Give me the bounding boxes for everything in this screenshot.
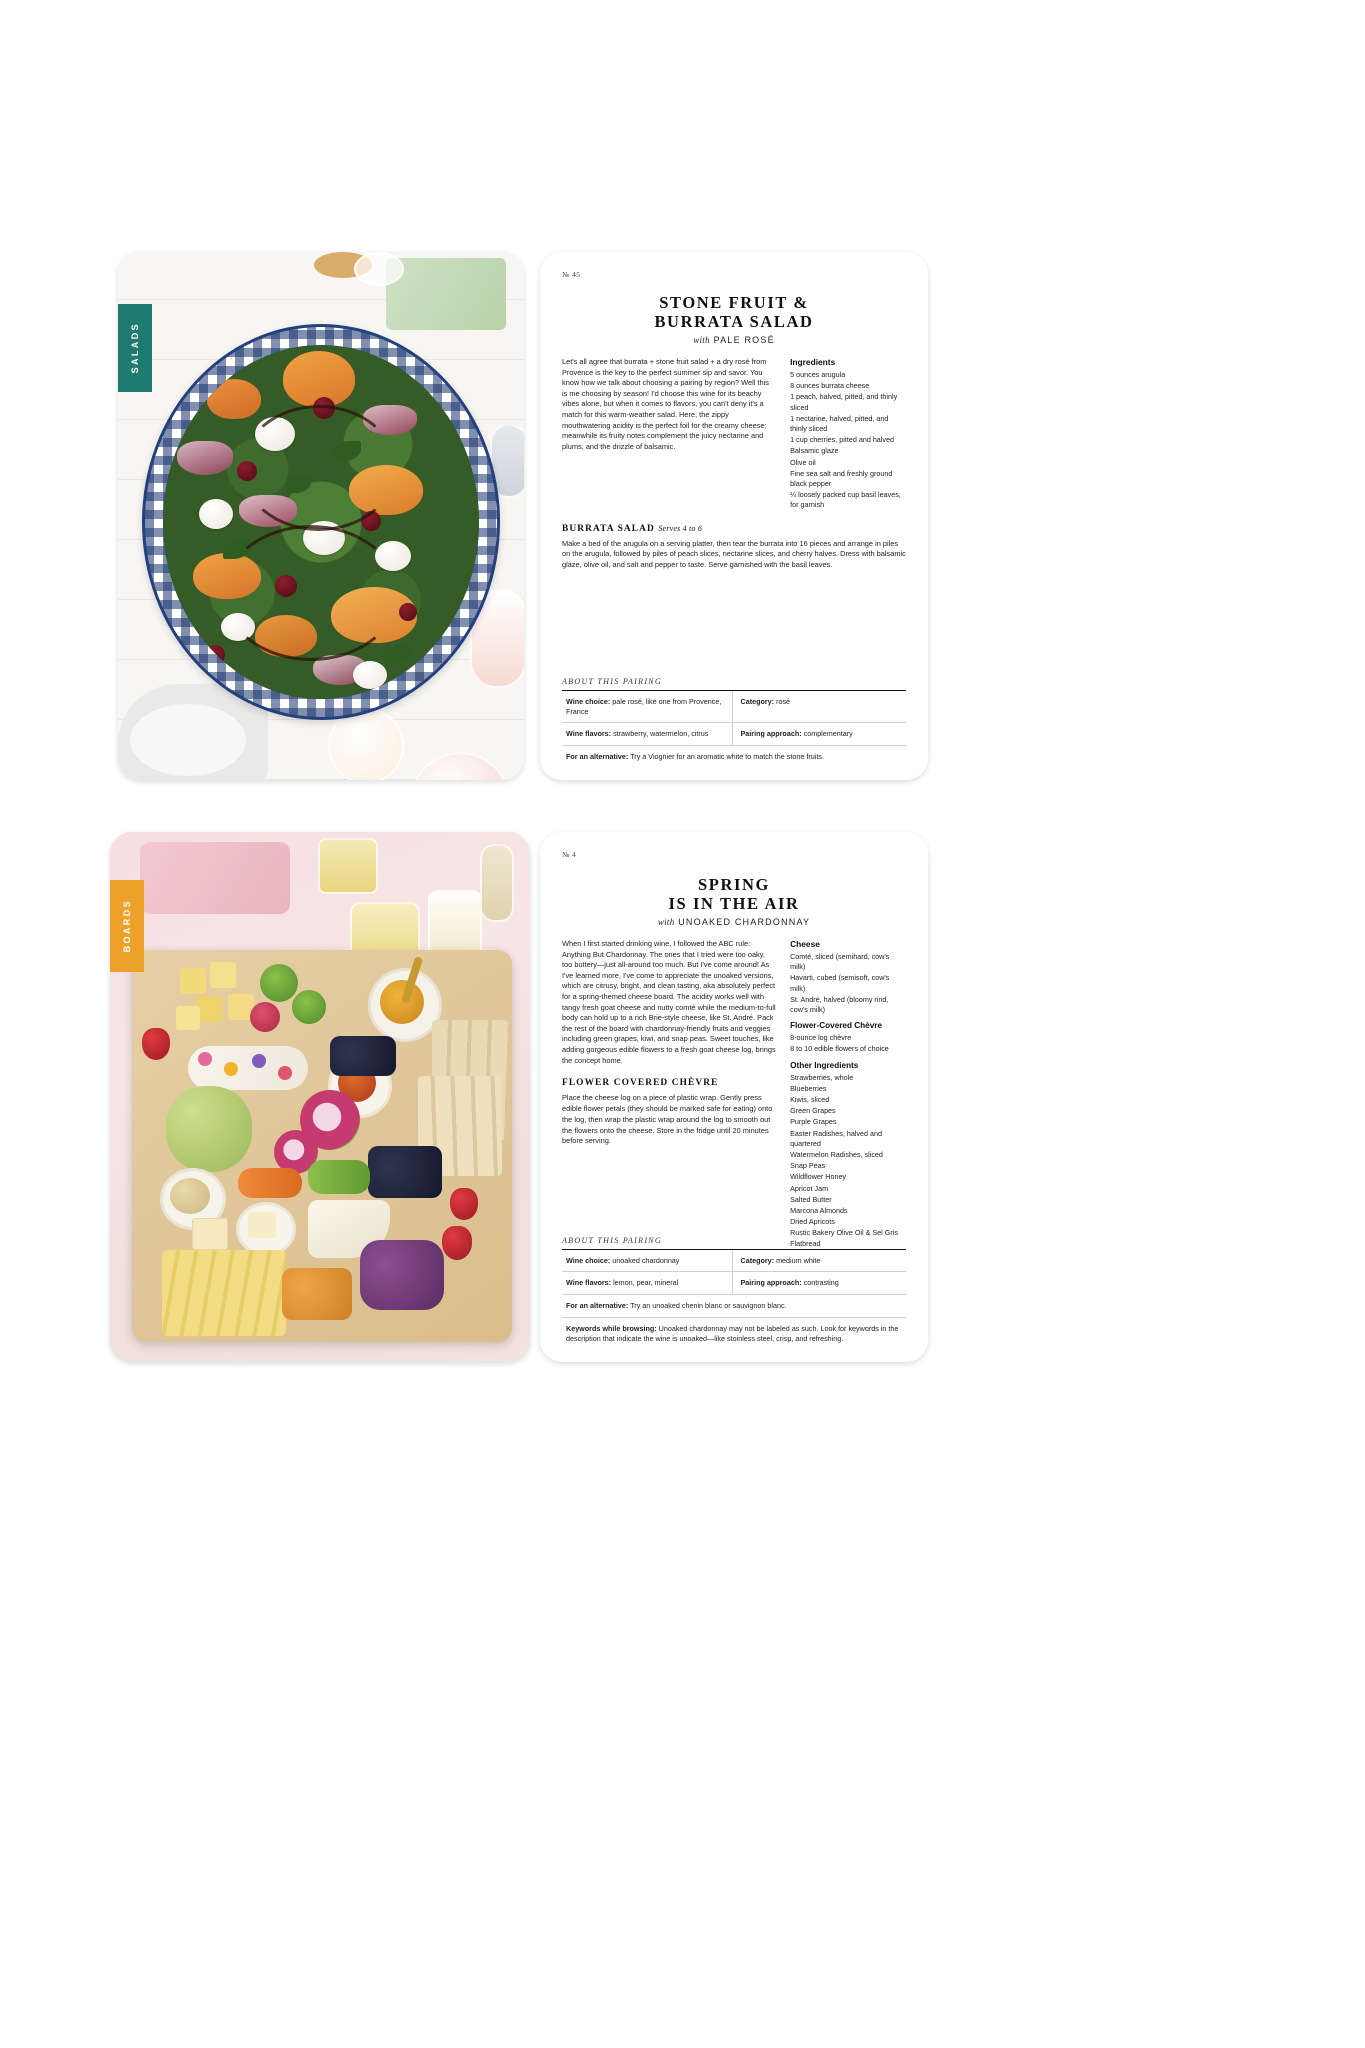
cherry-half [399,603,417,621]
pairing-row [562,723,906,746]
comte-cube [210,962,236,988]
blueberries [330,1036,396,1076]
cheese-board [132,950,512,1342]
balsamic-drizzle [223,525,399,661]
recipe-section-title: FLOWER COVERED CHÈVRE [562,1078,719,1089]
recipe-card-salad [540,252,928,780]
pairing-cell [732,1272,907,1294]
ingredient-item: 8-ounce log chèvre [790,1033,852,1043]
wine-bottle-2 [480,844,514,922]
ingredient-item: Dried Apricots [790,1217,835,1227]
recipe-subtitle [562,335,906,345]
intro-paragraph: Let's all agree that burrata + stone fruit salad + a dry rosé from Provence is the key to the perfect summer sip and savor. You know how we talk about choosing a pairing by region? Well this is me choosing by season! I'd choose this wine for its beachy vibes alone, but when it comes to flavors, you can't deny it's a match for this warm-weather salad. Here, the zippy mouthwatering acidity is the perfect foil for the creamy cheese; meanwhile its fruity notes complement the juicy nectarine and plums, and the drizzle of balsamic. [562,357,769,451]
alternative-label: For an alternative: [566,1301,629,1310]
other-ingredients-list [790,1073,906,1249]
alternative-row [562,746,906,768]
comte-cube [180,968,206,994]
recipe-section-heading [562,1078,776,1088]
pairing-row [562,1272,906,1295]
recipe-title-line1: STONE FRUIT & [659,293,809,312]
pairing-value: complementary [803,729,853,739]
recipe-section-title: BURRATA SALAD [562,523,655,534]
ingredients-heading: Cheese [790,939,820,949]
salad-photo [118,252,524,780]
ingredient-item: Fine sea salt and freshly ground black pepper [790,468,893,489]
pairing-value: medium white [776,1255,821,1265]
strawberry [450,1188,478,1220]
category-tab-salads [118,304,152,392]
peach-slice [207,379,261,419]
ingredient-item: 8 ounces burrata cheese [790,381,870,391]
cheese-list [790,952,906,1015]
pairing-label: Category: [740,1255,775,1265]
card-number: № 45 [562,270,581,279]
ingredient-item: 5 ounces arugula [790,370,846,379]
pairing-table-title: ABOUT THIS PAIRING [562,677,906,691]
ingredient-item: Blueberries [790,1083,827,1093]
ingredient-item: Havarti, cubed (semisoft, cow's milk) [790,973,890,993]
ingredient-item: 8 to 10 edible flowers of choice [790,1044,889,1054]
recipe-title-line1: SPRING [698,875,770,894]
ingredient-item: Wildflower Honey [790,1172,847,1182]
recipe-title [562,293,906,331]
recipe-method: Make a bed of the arugula on a serving platter, then tear the burrata into 16 pieces and arrange in piles on the arugula, followed by piles of peach slices, nectarine slices, and cherry halves. Dress with balsamic glaze, olive oil, and salt and pepper to taste. Serve garnished with the basil leaves. [562,538,906,570]
keywords-value: Unoaked chardonnay may not be labeled as such. Look for keywords in the description that indicate the wine is unoaked—like stoinless steel, crisp, and refreshing. [566,1324,899,1343]
ingredient-item: St. André, halved (bloomy rind, cow's milk) [790,994,889,1015]
pairing-cell [732,691,907,722]
pairing-cell [732,723,907,745]
pairing-label: Wine choice: [566,697,611,707]
edible-flower [252,1054,266,1068]
dried-apricots [282,1268,352,1320]
salad-photo-card [118,252,524,780]
kiwi-slice [292,990,326,1024]
burrata-piece [199,499,233,529]
recipe-serves: Serves 4 to 6 [658,523,703,533]
butter [192,1218,228,1250]
ingredient-item: Olive oil [790,457,816,467]
subtitle-pre: with [657,917,675,927]
pairing-label: Wine flavors: [566,729,612,739]
pink-napkin [140,842,290,914]
purple-grapes [360,1240,444,1310]
board-photo [110,832,530,1362]
white-plate-inner [130,704,246,776]
other-ingredients-heading: Other Ingredients [790,1060,859,1070]
recipe-subtitle [562,917,906,927]
ingredient-item: Easter Radishes, halved and quartered [790,1128,883,1148]
alternative-value: Try an unoaked chenin blanc or sauvignon blanc. [630,1301,787,1310]
pairing-row [562,1250,906,1273]
edible-flower [198,1052,212,1066]
ingredient-item: Salted Butter [790,1194,832,1204]
ingredient-item: Watermelon Radishes, sliced [790,1150,883,1160]
pairing-value: contrasting [803,1278,839,1288]
pairing-cell [562,1250,732,1272]
carrots [238,1168,302,1198]
pairing-cell [562,1272,732,1294]
recipe-title-line2: IS IN THE AIR [668,894,800,913]
green-grapes [166,1086,252,1172]
pairing-table [562,677,906,768]
ingredient-item: ¼ loosely packed cup basil leaves, for garnish [790,490,901,510]
pairing-label: Pairing approach: [740,1278,802,1288]
subtitle-wine: PALE ROSÉ [713,335,775,345]
category-tab-label: BOARDS [122,899,132,953]
pairing-table [562,1236,906,1350]
keywords-label: Keywords while browsing: [566,1324,657,1333]
keywords-row [562,1318,906,1350]
pairing-table-title: ABOUT THIS PAIRING [562,1236,906,1250]
ingredient-item: Green Grapes [790,1106,836,1116]
platter-inner [163,345,479,699]
ingredients-heading: Ingredients [790,357,836,367]
comte-cube [176,1006,200,1030]
ingredients-list [790,370,906,511]
subtitle-pre: with [693,335,710,345]
alternative-value: Try a Viognier for an aromatic white to match the stone fruits. [630,752,824,761]
strawberry [142,1028,170,1060]
ingredient-item: Comté, sliced (semihard, cow's milk) [790,952,890,972]
glass-top [354,252,404,286]
category-tab-label: SALADS [130,322,140,374]
gingham-platter [142,324,500,720]
pairing-value: unoaked chardonnay [612,1255,680,1265]
subtitle-wine: UNOAKED CHARDONNAY [678,917,811,927]
pairing-label: Category: [740,697,775,707]
pairing-value: rosé [776,697,791,707]
ingredient-item: 1 peach, halved, pitted, and thinly sliced [790,392,898,412]
radish [250,1002,280,1032]
intro-paragraph: When I first started drinking wine, I followed the ABC rule: Anything But Chardonnay. The ones that I tried were too oaky, too buttery—just all-around too much. But I've come around! As I've learned more, I've come to appreciate the unoaked versions, which are citrusy, bright, and clean tasting, aka absolutely perfect for a spring-themed cheese board. The acidity works well with tangy fresh goat cheese and nutty comté while the medium-to-full body can hold up to a rich Brie-style cheese, like St. André. Pack the rest of the board with chardonnay-friendly fruits and veggies including green grapes, kiwi, and snap peas. Sweet touches, like adding gorgeous edible flowers to a fresh goat cheese log, brings the concept home. [562,939,776,1065]
wine-glass-top [318,838,378,894]
pairing-value: pale rosé, like one from Provence, France [566,697,722,716]
recipe-section-heading [562,524,780,534]
ingredient-item: Kiwis, sliced [790,1095,830,1105]
marcona-almonds [170,1178,210,1214]
card-number: № 4 [562,850,577,859]
green-napkin [386,258,506,330]
strawberry [442,1226,472,1260]
edible-flower [224,1062,238,1076]
ingredient-item: Marcona Almonds [790,1206,848,1216]
chevre-list [790,1033,906,1054]
pairing-value: strawberry, watermelon, citrus [613,729,709,739]
recipe-card-board [540,832,928,1362]
pairing-label: Pairing approach: [740,729,802,739]
ingredient-item: 1 nectarine, halved, pitted, and thinly sliced [790,413,889,434]
pairing-cell [562,691,732,722]
category-tab-boards [110,880,144,972]
butter-pat [248,1212,276,1238]
ingredient-item: Strawberries, whole [790,1072,854,1082]
pairing-cell [732,1250,907,1272]
edible-flower [278,1066,292,1080]
ingredient-item: Purple Grapes [790,1117,837,1127]
snap-peas [308,1160,370,1194]
cherry-half [205,645,225,665]
burrata-piece [353,661,387,689]
havarti-slices [162,1250,286,1336]
ingredient-item: Snap Peas [790,1161,826,1171]
balsamic-drizzle [241,405,397,531]
pairing-label: Wine choice: [566,1255,611,1265]
ingredient-item: Balsamic glaze [790,446,839,456]
alternative-label: For an alternative: [566,752,629,761]
ingredient-item: Apricot Jam [790,1183,829,1193]
recipe-title-line2: BURRATA SALAD [654,312,814,331]
pairing-row [562,691,906,723]
blueberries [368,1146,442,1198]
recipe-title [562,875,906,913]
ingredient-item: Rustic Bakery Olive Oil & Sel Gris Flatbread [790,1228,898,1248]
ingredient-item: 1 cup cherries, pitted and halved [790,435,894,445]
chevre-heading: Flower-Covered Chèvre [790,1021,883,1031]
pairing-label: Wine flavors: [566,1278,612,1288]
kiwi-slice [260,964,298,1002]
pairing-cell [562,723,732,745]
plum-slice [177,441,233,475]
recipe-method: Place the cheese log on a piece of plastic wrap. Gently press edible flower petals (they should be marked safe for eating) onto the log, then wrap the plastic wrap around the log to smooth out the flowers onto the cheese. Store in the fridge until 20 minutes before serving. [562,1093,773,1146]
board-photo-card [110,832,530,1362]
alternative-row [562,1295,906,1318]
pairing-value: lemon, pear, mineral [613,1278,679,1288]
